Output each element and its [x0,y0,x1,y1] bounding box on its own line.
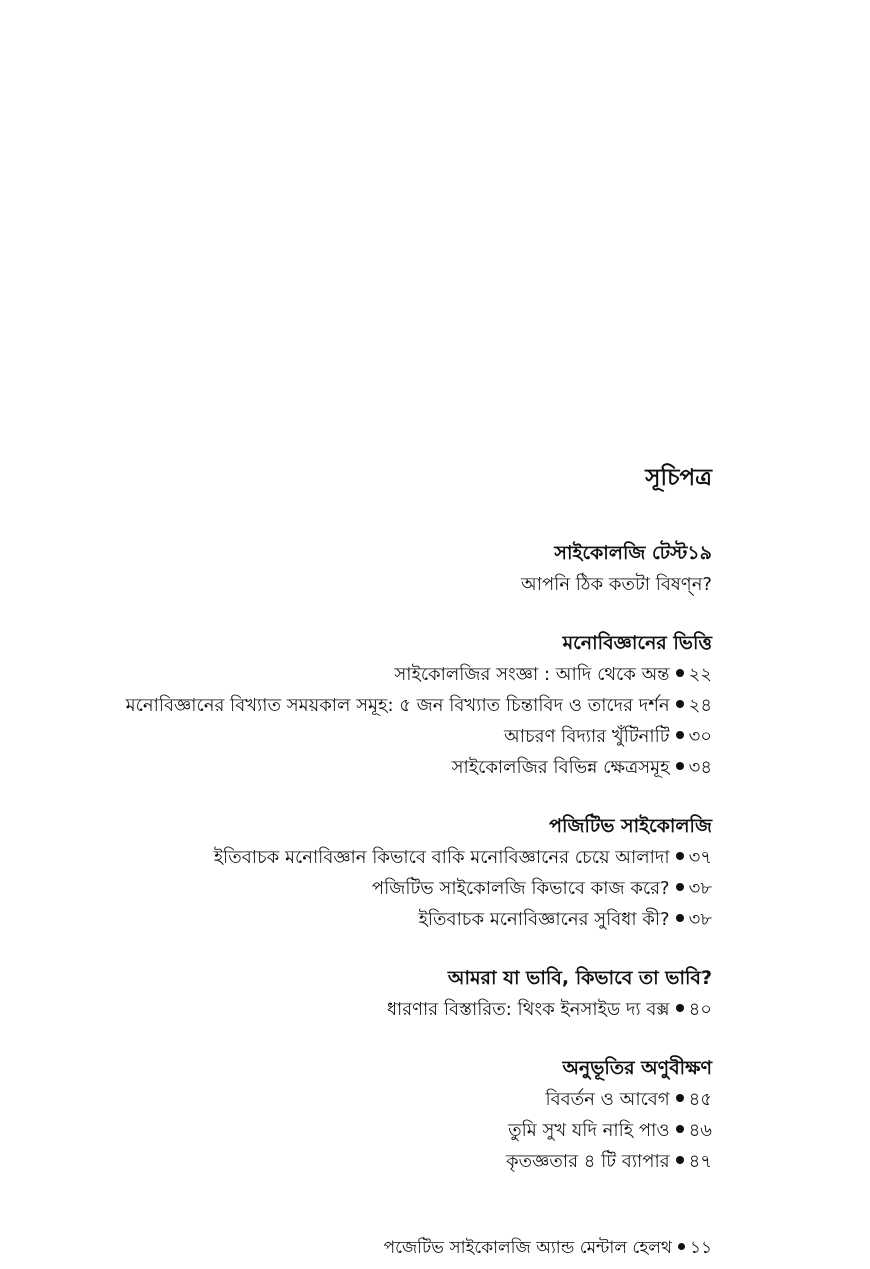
toc-entry-text: পজিটিভ সাইকোলজি কিভাবে কাজ করে? [371,878,670,899]
toc-section [72,628,712,783]
toc-entry [72,1084,712,1115]
bullet-separator [676,700,684,708]
bullet-separator [676,731,684,739]
bullet-separator [676,914,684,922]
toc-entry [72,659,712,690]
toc-section [72,1053,712,1177]
bullet-separator [676,669,684,677]
toc-entry-page: ৩৪ [688,757,712,778]
toc-section [72,963,712,1025]
toc-entry-text: বিবর্তন ও আবেগ [545,1089,670,1110]
toc-entry [72,904,712,935]
toc-entry [72,752,712,783]
section-heading: আমরা যা ভাবি, কিভাবে তা ভাবি? [447,967,712,989]
bullet-separator [678,1243,685,1250]
toc-entry [72,1146,712,1177]
toc-entry-page: ২৪ [688,695,712,716]
bullet-separator [676,1094,684,1102]
toc-entry-page: ৩৮ [688,878,712,899]
toc-entry-text: মনোবিজ্ঞানের বিখ্যাত সময়কাল সমূহ: ৫ জন বিখ্যাত চিন্তাবিদ ও তাদের দর্শন [125,695,670,716]
table-of-contents [72,462,712,1205]
running-title: পজেটিভ সাইকোলজি অ্যান্ড মেন্টাল হেলথ [383,1238,672,1258]
bullet-separator [676,1004,684,1012]
toc-entry [72,690,712,721]
toc-entry-text: ধারণার বিস্তারিত: থিংক ইনসাইড দ্য বক্স [386,999,670,1020]
toc-entry-text: সাইকোলজির সংজ্ঞা : আদি থেকে অন্ত [394,664,670,685]
section-heading [72,538,712,569]
toc-entry [72,994,712,1025]
toc-entry-text: আচরণ বিদ্যার খুঁটিনাটি [503,726,670,747]
section-heading-page: ১৯ [687,542,712,564]
toc-entry [72,1115,712,1146]
bullet-separator [676,1156,684,1164]
toc-section [72,811,712,935]
toc-entry-page: ২২ [688,664,712,685]
toc-entry-page: ৩৮ [688,909,712,930]
toc-section [72,538,712,600]
toc-entry-page: ৪৭ [688,1151,712,1172]
toc-title: সূচিপত্র [645,465,712,491]
bullet-separator [676,883,684,891]
bullet-separator [676,852,684,860]
toc-entry-text: কৃতজ্ঞতার ৪ টি ব্যাপার [506,1151,670,1172]
toc-entry-text: আপনি ঠিক কতটা বিষণ্ন? [520,574,712,595]
section-heading: মনোবিজ্ঞানের ভিত্তি [562,632,712,654]
toc-entry-text: তুমি সুখ যদি নাহি পাও [508,1120,670,1141]
page-number: ১১ [689,1238,712,1258]
toc-entry-page: ৩৭ [688,847,712,868]
bullet-separator [676,1125,684,1133]
toc-entry [72,842,712,873]
page-footer [384,1234,712,1262]
toc-entry [72,721,712,752]
toc-entry [72,873,712,904]
bullet-separator [676,762,684,770]
section-heading: পজিটিভ সাইকোলজি [549,815,712,837]
toc-entry-page: ৪০ [688,999,712,1020]
toc-entry-text: সাইকোলজির বিভিন্ন ক্ষেত্রসমূহ [451,757,670,778]
section-heading: অনুভূতির অণুবীক্ষণ [562,1057,712,1079]
toc-entry-text: ইতিবাচক মনোবিজ্ঞান কিভাবে বাকি মনোবিজ্ঞানের চেয়ে আলাদা [213,847,670,868]
toc-entry-page: ৪৫ [688,1089,712,1110]
toc-entry-text: ইতিবাচক মনোবিজ্ঞানের সুবিধা কী? [418,909,670,930]
toc-entry-page: ৪৬ [688,1120,712,1141]
section-heading-text: সাইকোলজি টেস্ট [554,542,688,564]
toc-entry-page: ৩০ [688,726,712,747]
toc-entry [72,569,712,600]
